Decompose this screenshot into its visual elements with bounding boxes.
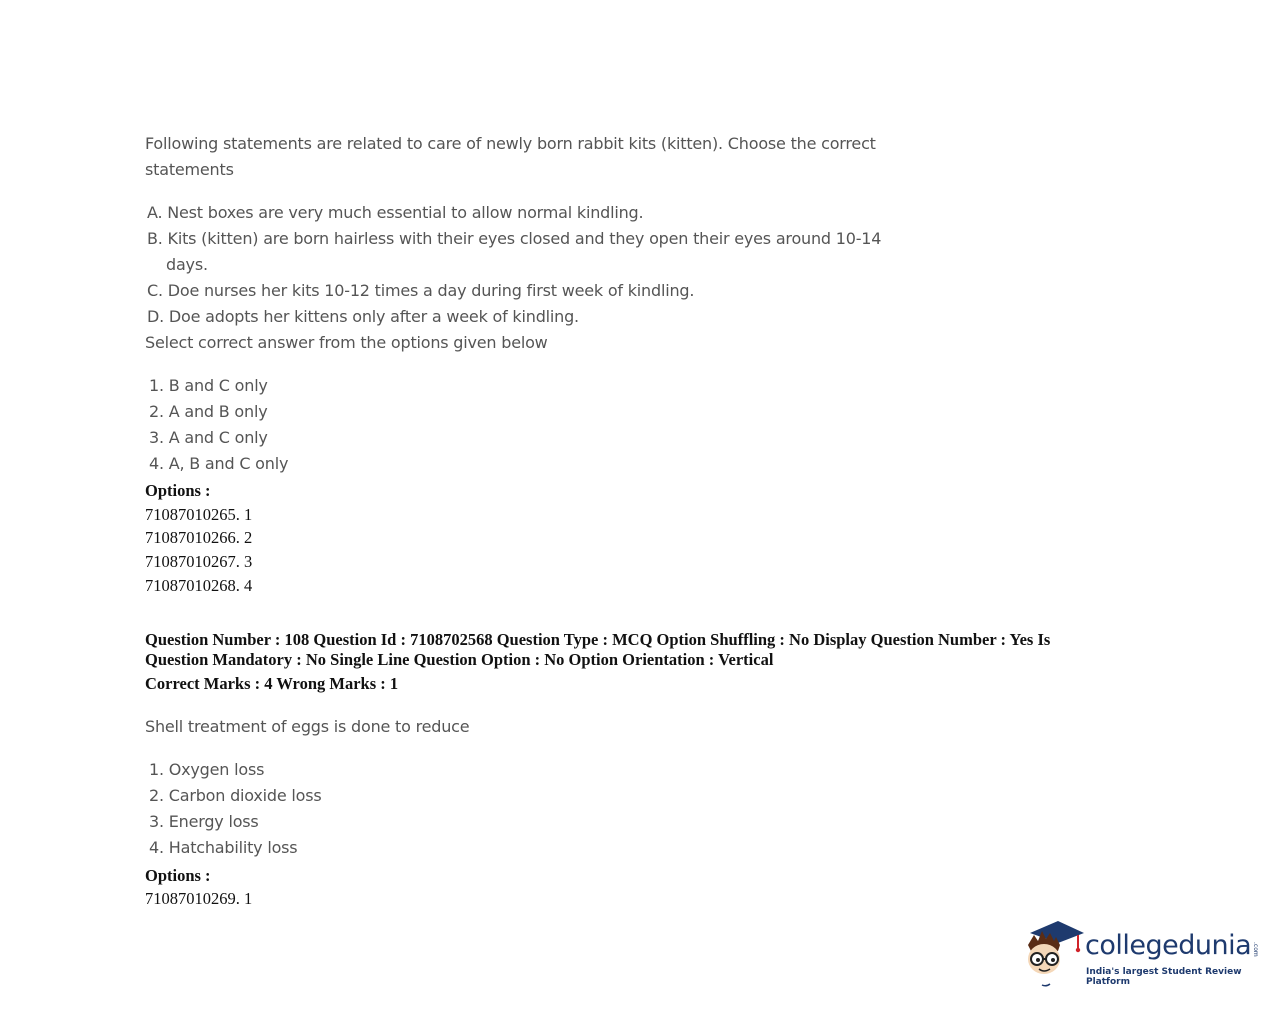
q108-option-id: 71087010269. 1	[145, 889, 253, 908]
q108-meta-line1: Question Number : 108 Question Id : 7108702568 Question Type : MCQ Option Shuffling : No Display Question Number : Yes Is	[145, 630, 1051, 649]
q107-option-id: 71087010265. 1	[145, 505, 253, 524]
q107-statement-a: A. Nest boxes are very much essential to allow normal kindling.	[147, 203, 644, 222]
q107-option-id: 71087010267. 3	[145, 552, 253, 571]
q107-instruction: Select correct answer from the options given below	[145, 333, 548, 352]
q108-choice: 1. Oxygen loss	[149, 760, 265, 779]
q108-meta-line2: Question Mandatory : No Single Line Question Option : No Option Orientation : Vertical	[145, 650, 774, 669]
q107-choice: 1. B and C only	[149, 376, 268, 395]
q107-statement-b-line2: days.	[166, 255, 208, 274]
q108-options-label: Options :	[145, 866, 211, 885]
collegedunia-logo	[1022, 915, 1262, 990]
q107-options-label: Options :	[145, 481, 211, 500]
logo-dotcom-text: .com	[1252, 942, 1259, 957]
q107-option-id: 71087010268. 4	[145, 576, 253, 595]
q108-choice: 2. Carbon dioxide loss	[149, 786, 322, 805]
q107-option-id: 71087010266. 2	[145, 528, 253, 547]
q108-choice: 3. Energy loss	[149, 812, 259, 831]
q107-statement-d: D. Doe adopts her kittens only after a week of kindling.	[147, 307, 579, 326]
q107-stem-line2: statements	[145, 160, 234, 179]
q107-statement-c: C. Doe nurses her kits 10-12 times a day during first week of kindling.	[147, 281, 695, 300]
q108-choice: 4. Hatchability loss	[149, 838, 298, 857]
q108-marks: Correct Marks : 4 Wrong Marks : 1	[145, 674, 399, 693]
q107-stem-line1: Following statements are related to care of newly born rabbit kits (kitten). Choose the correct	[145, 134, 876, 153]
q107-choice: 4. A, B and C only	[149, 454, 289, 473]
q108-stem: Shell treatment of eggs is done to reduce	[145, 717, 470, 736]
mascot-icon	[1022, 915, 1086, 990]
logo-tagline: India's largest Student Review Platform	[1086, 967, 1242, 987]
q107-statement-b-line1: B. Kits (kitten) are born hairless with their eyes closed and they open their eyes around 10-14	[147, 229, 882, 248]
logo-brand-text: collegedunia	[1085, 930, 1252, 961]
q107-choice: 2. A and B only	[149, 402, 268, 421]
q107-choice: 3. A and C only	[149, 428, 268, 447]
